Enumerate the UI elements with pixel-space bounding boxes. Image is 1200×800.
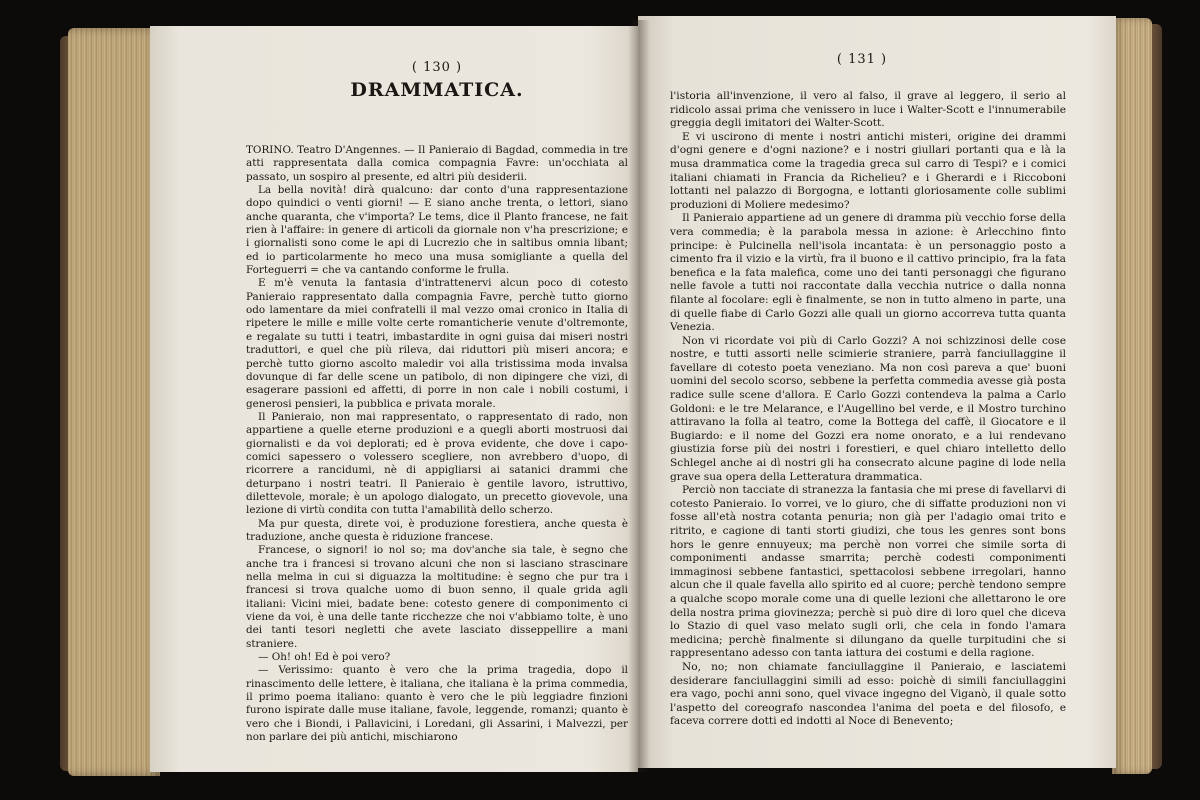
left-page-edges bbox=[68, 28, 160, 776]
paragraph: Ma pur questa, direte voi, è produzione forestiera, anche questa è traduzione, anche questa è riduzione francese. bbox=[246, 517, 628, 543]
paragraph: E vi uscirono di mente i nostri antichi misteri, origine dei drammi d'ogni genere e d'ogni nazione? e i nostri giullari portanti qua e là la musa drammatica come la tragedia greca sul carro di Tespi? e i comici italiani chiamati in Francia da Richelieu? e i Gherardi e i Riccoboni lottanti nel palazzo di Borgogna, e lottanti gloriosamente colle sublimi produzioni di Moliere medesimo? bbox=[670, 130, 1066, 211]
right-page-edges bbox=[1112, 18, 1152, 774]
right-page-text bbox=[670, 90, 1066, 729]
paragraph: E m'è venuta la fantasia d'intrattenervi alcun poco di cotesto Panieraio rappresentato dalla compagnia Favre, perchè tutto giorno odo lamentare da miei confratelli il mal vezzo omai cronico in Italia di ripetere le mille e mille volte certe romanticherie venute d'oltremonte, e regalate su tutti i teatri, imbastardite in ogni guisa dai miseri nostri traduttori, e quel che più rileva, dai riduttori più miseri ancora; e perchè tutto giorno ascolto maledir voi alla tristissima moda invalsa dovunque di far delle scene un patibolo, di non dipingere che vizi, di esagerare passioni ed affetti, di porre in non cale i nobili costumi, i generosi pensieri, la pubblica e privata morale. bbox=[246, 277, 628, 410]
paragraph: — Oh! oh! Ed è poi vero? bbox=[258, 651, 391, 664]
section-title: DRAMMATICA. bbox=[350, 79, 524, 101]
paragraph: Francese, o signori! io nol so; ma dov'anche sia tale, è segno che anche tra i francesi si trovano alcuni che non si lasciano strascinare nella melma in cui si diguazza la moltitudine: è segno che pur tra i francesi si trova qualche uomo di buon senno, il quale grida agli italiani: Vicini miei, badate bene: cotesto genere di componimento ci viene da voi, è una delle tante ricchezze che noi v'abbiamo tolte, è uno dei tanti tesori negletti che avete lasciato disseppellire a mani straniere. bbox=[246, 544, 628, 650]
paragraph: Il Panieraio, non mai rappresentato, o rappresentato di rado, non appartiene a quelle eterne produzioni e a quegli aborti mostruosi dai giornalisti e da voi deplorati; ed è prova evidente, che dove i capo-comici sapessero o volessero scegliere, non avrebbero d'uopo, di ricorrere a rancidumi, nè di appigliarsi ai satanici drammi che deturpano i nostri teatri. Il Panieraio è gentile lavoro, istruttivo, dilettevole, morale; è un apologo dialogato, un precetto giovevole, una lezione di virtù condita con tutta l'amabilità dello scherzo. bbox=[246, 410, 628, 517]
paragraph: l'istoria all'invenzione, il vero al falso, il grave al leggero, il serio al ridicolo assai prima che venissero in luce i Walter-Scott e l'innumerabile greggia degli imitatori dei Walter-Scott. bbox=[670, 90, 1066, 130]
paragraph: TORINO. Teatro D'Angennes. — Il Panieraio di Bagdad, commedia in tre atti rappresentata dalla comica compagnia Favre: un'occhiata al passato, un sospiro al presente, ed altri più desiderii. bbox=[246, 144, 628, 183]
left-page bbox=[150, 26, 638, 772]
paragraph: La bella novità! dirà qualcuno: dar conto d'una rappresentazione dopo quindici o venti giorni! — E siano anche trenta, o lettori, siano anche quaranta, che v'importa? Le tems, dice il Planto francese, ne fait rien à l'affaire: in genere di articoli da giornale non v'ha prescrizione; e i giornalisti sono come le api di Lucrezio che in saltibus omnia libant; ed io particolarmente ho meco una musa somigliante a quella del Forteguerri = che va cantando conforme le frulla. bbox=[246, 184, 628, 277]
left-page-text bbox=[246, 144, 628, 744]
paragraph: — Verissimo: quanto è vero che la prima tragedia, dopo il rinascimento delle lettere, è italiana, che italiana è la prima commedia, il primo poema italiano: quanto è vero che le più leggiadre finzioni furono ispirate dalle muse italiane, favole, leggende, romanzi; quanto è vero che i Biondi, i Pallavicini, i Loredani, gli Assarini, i Malvezzi, per non parlare dei più antichi, mischiarono bbox=[246, 664, 628, 744]
page-number-left: ( 130 ) bbox=[411, 60, 463, 75]
page-number-right: ( 131 ) bbox=[836, 52, 888, 67]
paragraph: Perciò non tacciate di stranezza la fantasia che mi prese di favellarvi di cotesto Panieraio. Io vorrei, ve lo giuro, che di siffatte produzioni non vi fosse all'età nostra cotanta penuria; non già per l'adagio omai trito e ritrito, e cagione di tanti storti giudizi, che tous les genres sont bons hors le genre ennuyeux; ma perchè non vorrei che simile sorta di componimenti andasse smarrita; perchè codesti componimenti immaginosi sebbene fantastici, spettacolosi sebbene irregolari, hanno alcun che il quale favella allo spirito ed al cuore; perchè tendono sempre a qualche scopo morale come una di quelle lezioni che allettarono le ore della nostra prima giovinezza; perchè si può dire di loro quel che diceva lo Stazio di quel vaso melato sugli orli, che cela in fondo l'amara medicina; perchè finalmente si dilungano da quelle turpitudini che si rappresentano adesso con tanta iattura dei costumi e della ragione. bbox=[670, 484, 1066, 660]
right-page bbox=[638, 16, 1116, 768]
paragraph: No, no; non chiamate fanciullaggine il Panieraio, e lasciatemi desiderare fanciullaggini simili ad esso: poichè di simili fanciullaggini era vago, pochi anni sono, quel vivace ingegno del Viganò, il quale sotto l'aspetto del coreografo nascondea l'anima del poeta e del filosofo, e faceva correre dotti ed indotti al Noce di Benevento; bbox=[670, 660, 1066, 728]
paragraph: Non vi ricordate voi più di Carlo Gozzi? A noi schizzinosi delle cose nostre, e tutti assorti nelle scimierie straniere, parrà fanciullaggine il favellare di cotesto poeta veneziano. Ma non così pareva a que' buoni uomini del secolo scorso, sebbene la perfetta commedia avesse già posta radice sulle scene d'allora. E Carlo Gozzi contendeva la palma a Carlo Goldoni: e le tre Melarance, e l'Augellino bel verde, e il Mostro turchino attiravano la folla al teatro, come la Bottega del caffè, il Giocatore e il Bugiardo: e il nome del Gozzi era nome onorato, e a lui rendevano giustizia forse più dei nostri i forestieri, e quel chiaro intelletto dello Schlegel anche ai dì nostri gli ha consecrato alcune pagine di lode nella grave sua opera della Letteratura drammatica. bbox=[670, 334, 1066, 483]
paragraph: Il Panieraio appartiene ad un genere di dramma più vecchio forse della vera commedia; è la parabola messa in azione: è Arlecchino finto principe: è Pulcinella nell'isola incantata: è un personaggio posto a cimento fra il vizio e la virtù, fra il buono e il cattivo principio, fra la fata benefica e la fata malefica, come uno dei tanti personaggi che figurano nelle favole a tutti noi raccontate dalla vecchia nutrice o dalla nonna filante al focolare: egli è finalmente, se non in tutto almeno in parte, una di quelle fiabe di Carlo Gozzi alle quali un giorno accorreva tutta quanta Venezia. bbox=[670, 212, 1066, 334]
